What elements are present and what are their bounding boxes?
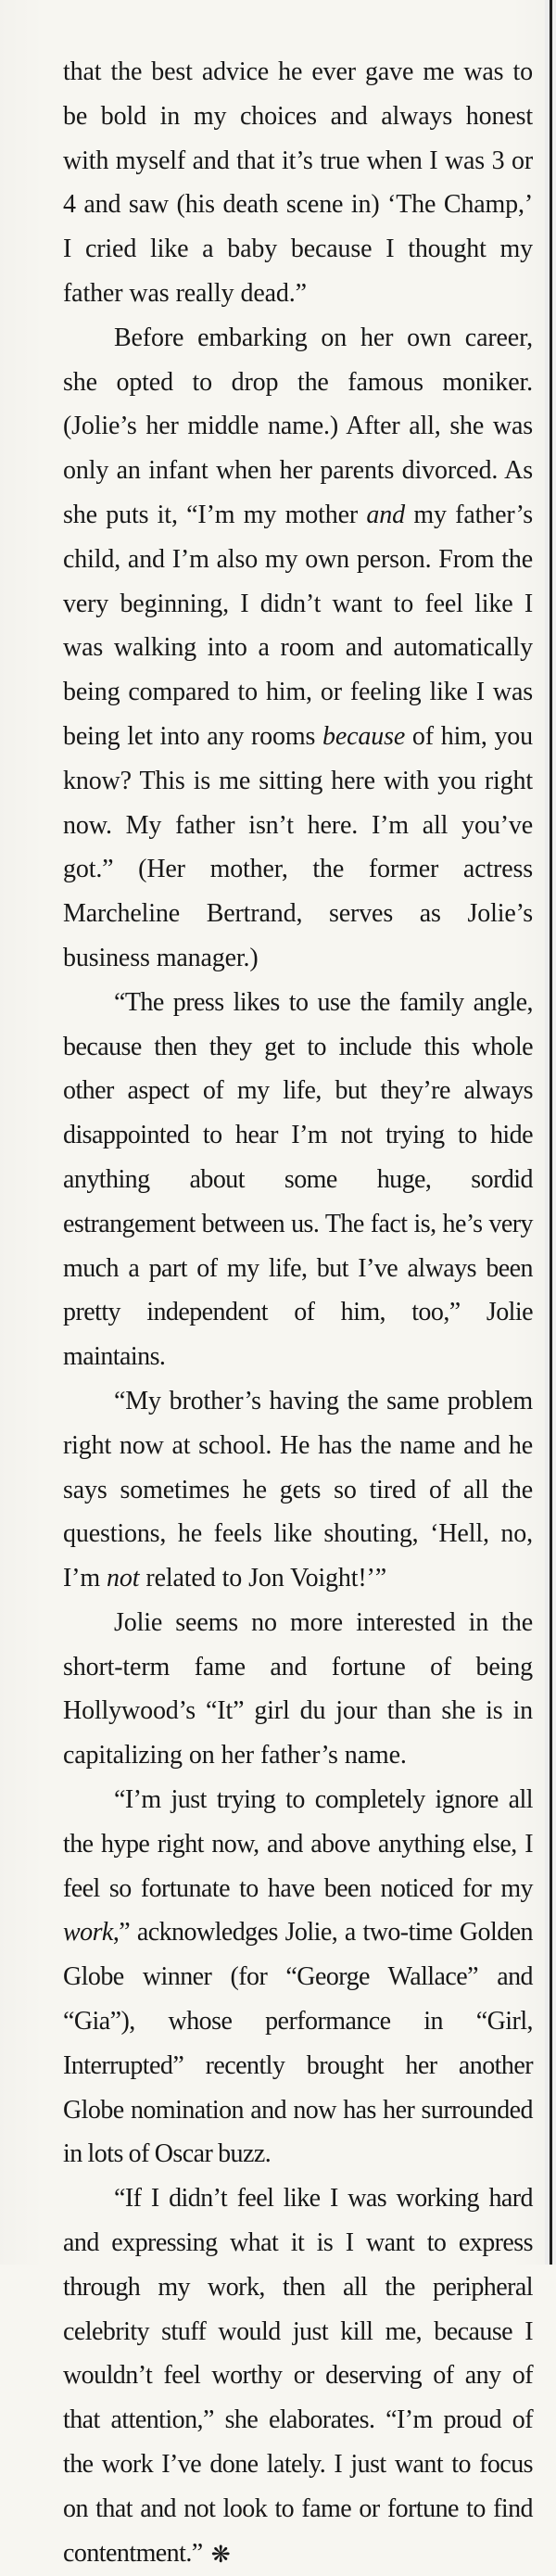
paragraph-2-text-c: of him, you know? This is me sitting here with you right now. My father isn’t here. I’m all you’ve got.” (Her mother, the former actress Marcheline Bertrand, serves as Jolie’s business manager.) [63,721,533,972]
paragraph-2-text-a: Before embarking on her own career, she opted to drop the famous moniker. (Jolie’s her middle name.) After all, she was only an infant when her parents divorced. As she puts it, “I’m my mother [63,323,533,529]
paragraph-3-text: “The press likes to use the family angle, because then they get to include this whole other aspect of my life, but they’re always disappointed to hear I’m not trying to hide anything about some huge, sordid estrangement between us. The fact is, he’s very much a part of my life, but I’ve always been pretty independent of him, too,” Jolie maintains. [63,987,533,1372]
article-paragraph-3 [63,981,533,1379]
paragraph-7-text: “If I didn’t feel like I was working hard and expressing what it is I want to express through my work, then all the peripheral celebrity stuff would just kill me, because I wouldn’t feel worthy or deserving of any of that attention,” she elaborates. “I’m proud of the work I’ve done lately. I just want to focus on that and not look to fame or fortune to find contentment.” [63,2184,533,2568]
article-column [63,50,533,2576]
paragraph-2-italic-and: and [366,500,405,529]
article-paragraph-1 [63,50,533,316]
paragraph-1-text: that the best advice he ever gave me was to be bold in my choices and always honest with myself and that it’s true when I was 3 or 4 and saw (his death scene in) ‘The Champ,’ I cried like a baby because I thought my father was really dead.” [63,57,533,308]
article-paragraph-6 [63,1778,533,2176]
paragraph-6-italic-work: work [63,1918,113,1948]
article-paragraph-7 [63,2176,533,2576]
article-paragraph-2 [63,316,533,981]
right-page-border [545,0,556,2265]
paragraph-5-text: Jolie seems no more interested in the short-term fame and fortune of being Hollywood’s “It” girl du jour than she is in capitalizing on her father’s name. [63,1607,533,1770]
paragraph-4-italic-not: not [107,1564,140,1593]
paragraph-2-text-b: my father’s child, and I’m also my own person. From the very beginning, I didn’t want to feel like I was walking into a room and automatically being compared to him, or feeling like I was being let into any rooms [63,500,533,751]
article-paragraph-4 [63,1379,533,1601]
article-end-mark-icon: ❋ [210,2542,231,2568]
paragraph-6-text-a: “I’m just trying to completely ignore all the hype right now, and above anything else, I feel so fortunate to have been noticed for my [63,1785,533,1903]
paragraph-2-italic-because: because [322,721,406,751]
paragraph-6-text-b: ,” acknowledges Jolie, a two-time Golden Globe winner (for “George Wallace” and “Gia”), whose performance in “Girl, Interrupted” recently brought her another Globe nomination and now has her surrounded in lots of Oscar buzz. [63,1918,533,2169]
paragraph-4-text-a: “My brother’s having the same problem right now at school. He has the name and he says sometimes he gets so tired of all the questions, he feels like shouting, ‘Hell, no, I’m [63,1386,533,1593]
article-paragraph-5 [63,1601,533,1778]
paragraph-4-text-b: related to Jon Voight!’” [139,1564,387,1593]
